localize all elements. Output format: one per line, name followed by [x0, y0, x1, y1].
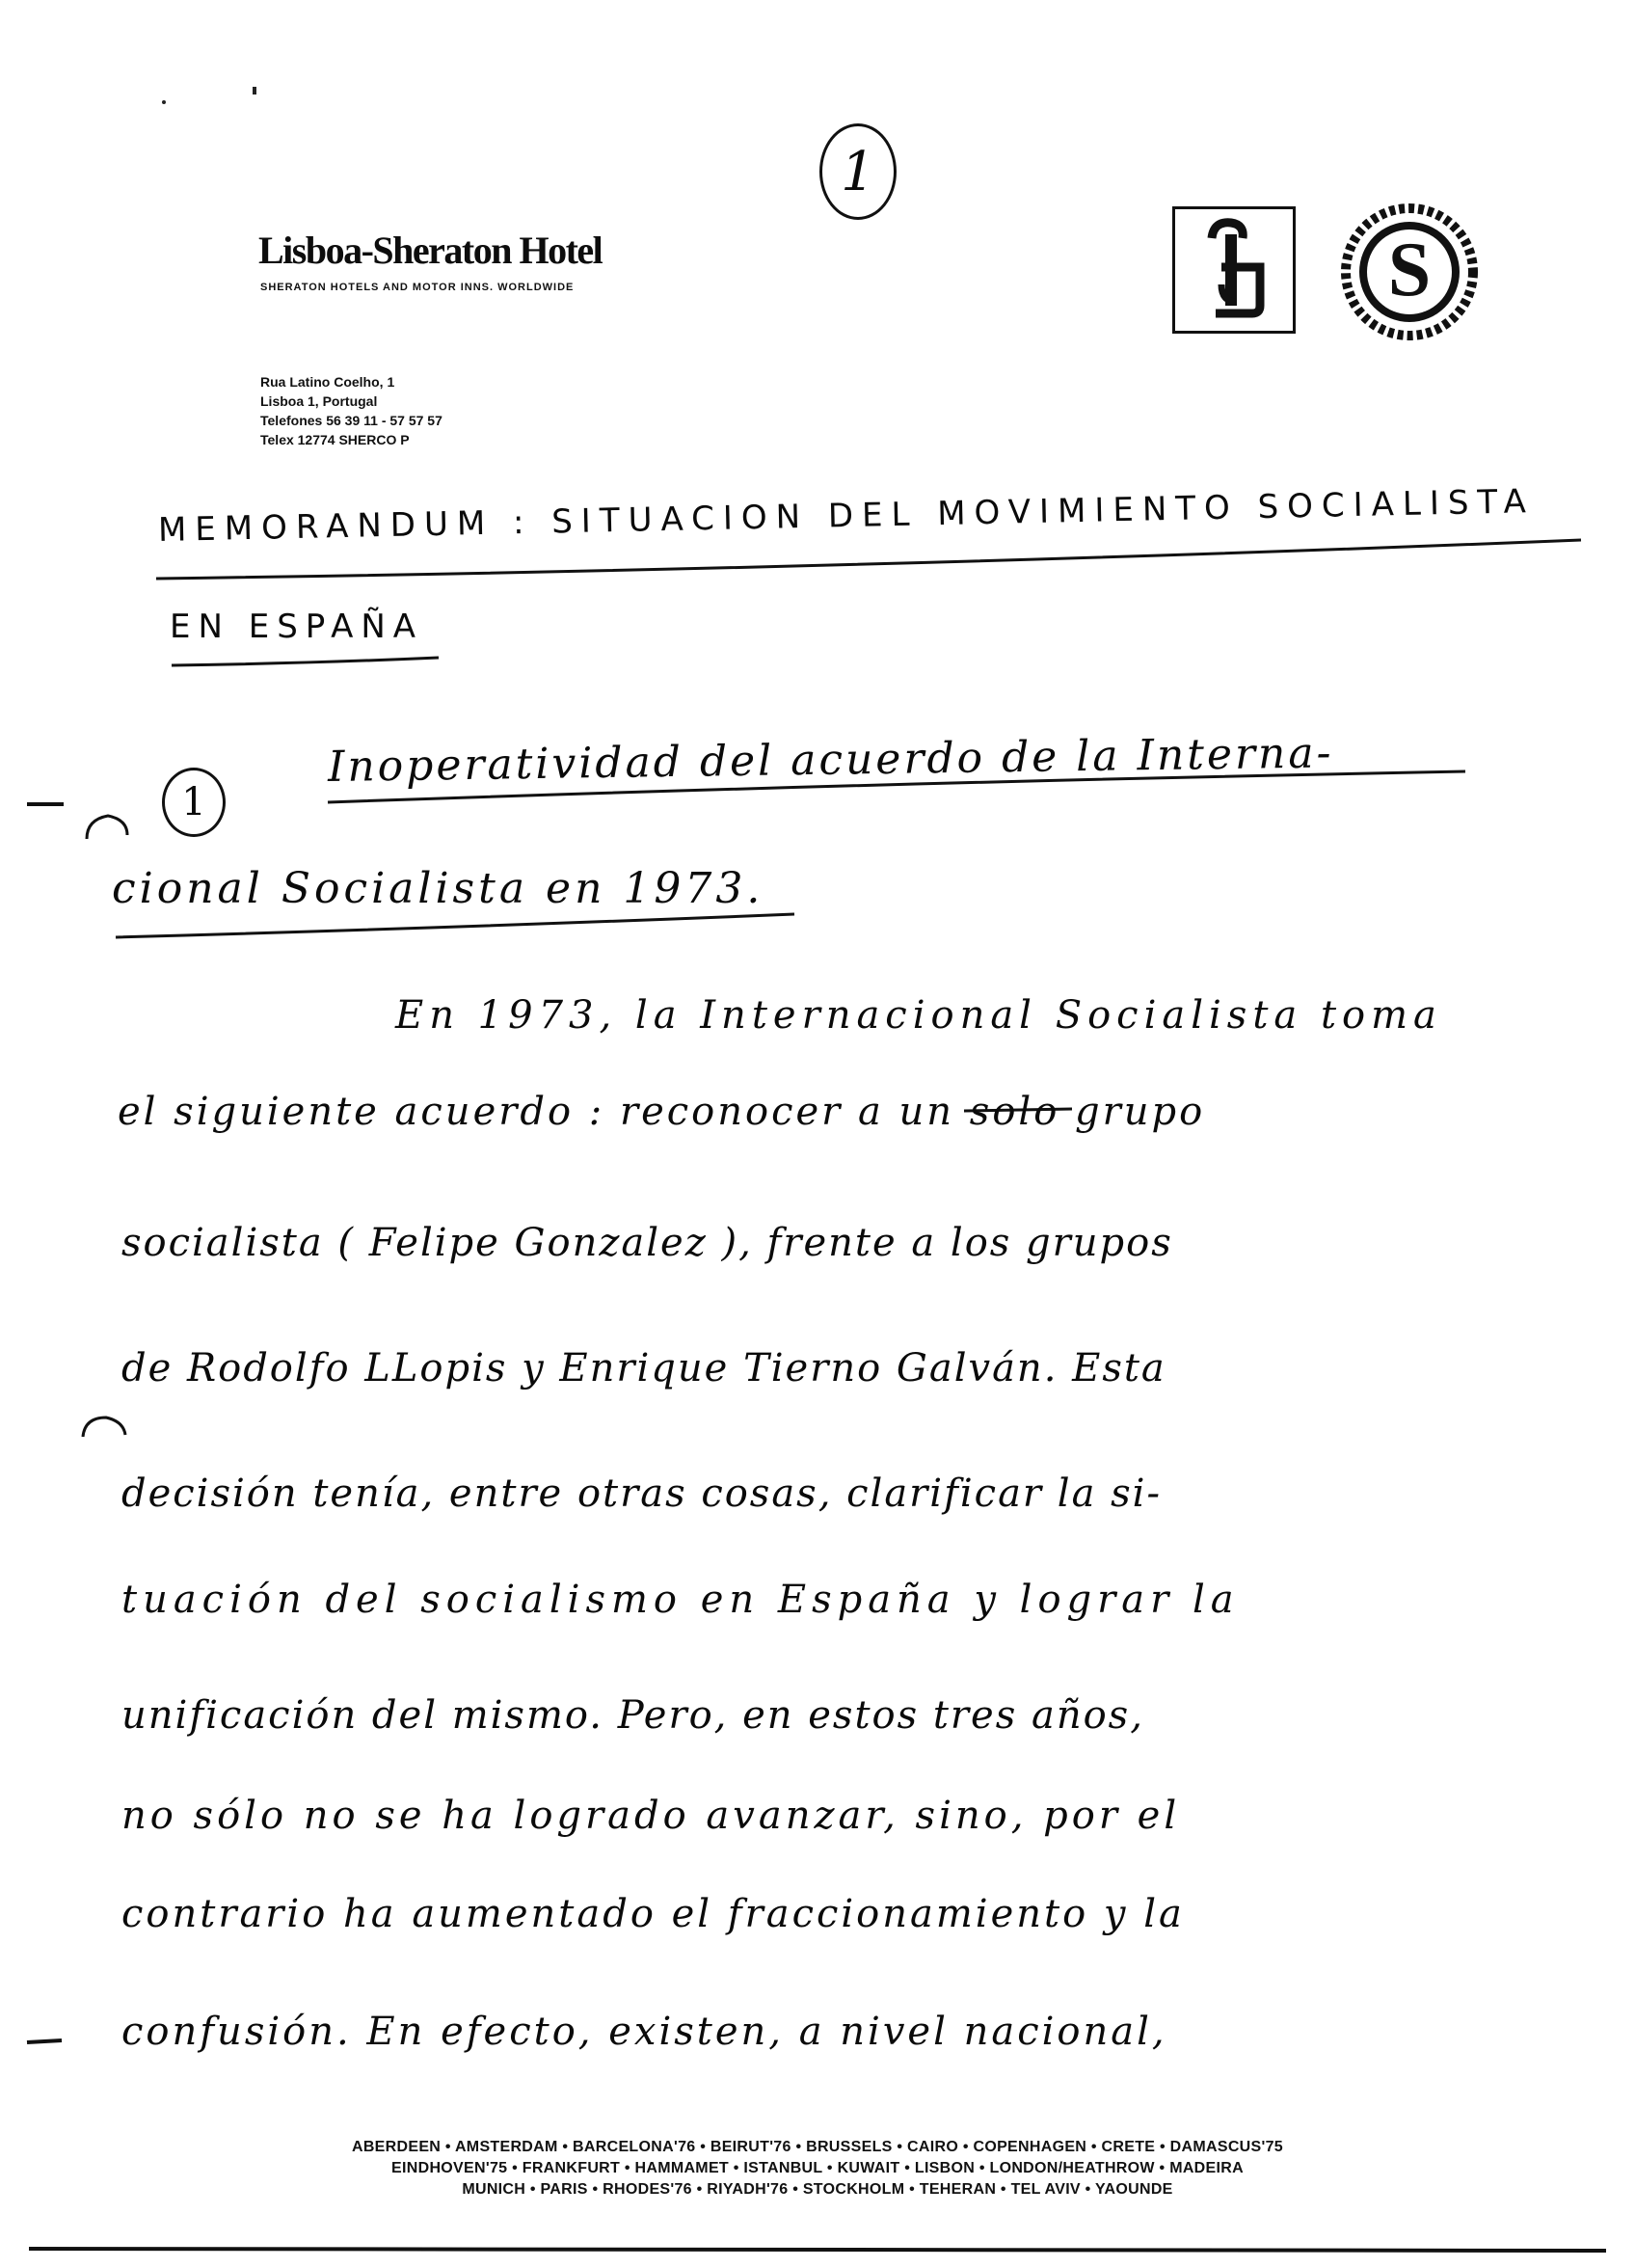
section-number: 1 [181, 780, 206, 824]
body-line: socialista ( Felipe Gonzalez ), frente a los grupos [121, 1221, 1173, 1265]
page-number: 1 [841, 140, 875, 203]
body-line: unificación del mismo. Pero, en estos tres años, [121, 1693, 1144, 1738]
body-line: el siguiente acuerdo : reconocer a un solo grupo [118, 1090, 1206, 1134]
footer-cities-line3: MUNICH • PARIS • RHODES'76 • RIYADH'76 • STOCKHOLM • TEHERAN • TEL AVIV • YAOUNDE [462, 2181, 1173, 2198]
footer-cities-line2: EINDHOVEN'75 • FRANKFURT • HAMMAMET • ISTANBUL • KUWAIT • LISBON • LONDON/HEATHROW • MADEIRA [391, 2160, 1244, 2176]
body-line: confusión. En efecto, existen, a nivel nacional, [121, 2010, 1167, 2054]
body-line: tuación del socialismo en España y lograr la [121, 1578, 1240, 1622]
body-line: contrario ha aumentado el fraccionamiento y la [121, 1892, 1185, 1936]
address-line: Lisboa 1, Portugal [260, 393, 378, 409]
section-heading-line2: cional Socialista en 1973. [112, 864, 764, 913]
memo-title-line2: EN ESPAÑA [170, 608, 424, 646]
section-heading-line1: Inoperatividad del acuerdo de la Interna- [327, 728, 1334, 792]
footer-cities-line1: ABERDEEN • AMSTERDAM • BARCELONA'76 • BEIRUT'76 • BRUSSELS • CAIRO • COPENHAGEN • CRETE • DAMASCUS'75 [351, 2139, 1284, 2155]
section-number-circle [162, 768, 226, 837]
hotel-tagline: SHERATON HOTELS AND MOTOR INNS. WORLDWIDE [260, 282, 575, 293]
address-line: Telex 12774 SHERCO P [260, 432, 410, 447]
body-line: no sólo no se ha logrado avanzar, sino, por el [121, 1794, 1181, 1838]
body-line: En 1973, la Internacional Socialista toma [395, 993, 1442, 1038]
address-line: Telefones 56 39 11 - 57 57 57 [260, 413, 442, 428]
hotel-name: Lisboa-Sheraton Hotel [258, 229, 603, 272]
memo-title-line1: MEMORANDUM : SITUACION DEL MOVIMIENTO SOCIALISTA [157, 482, 1536, 550]
address-line: Rua Latino Coelho, 1 [260, 374, 395, 390]
body-line: decisión tenía, entre otras cosas, clarificar la si- [121, 1472, 1162, 1516]
sheraton-emblem-letter: S [1387, 228, 1432, 312]
body-line: de Rodolfo LLopis y Enrique Tierno Galván. Esta [121, 1346, 1166, 1390]
